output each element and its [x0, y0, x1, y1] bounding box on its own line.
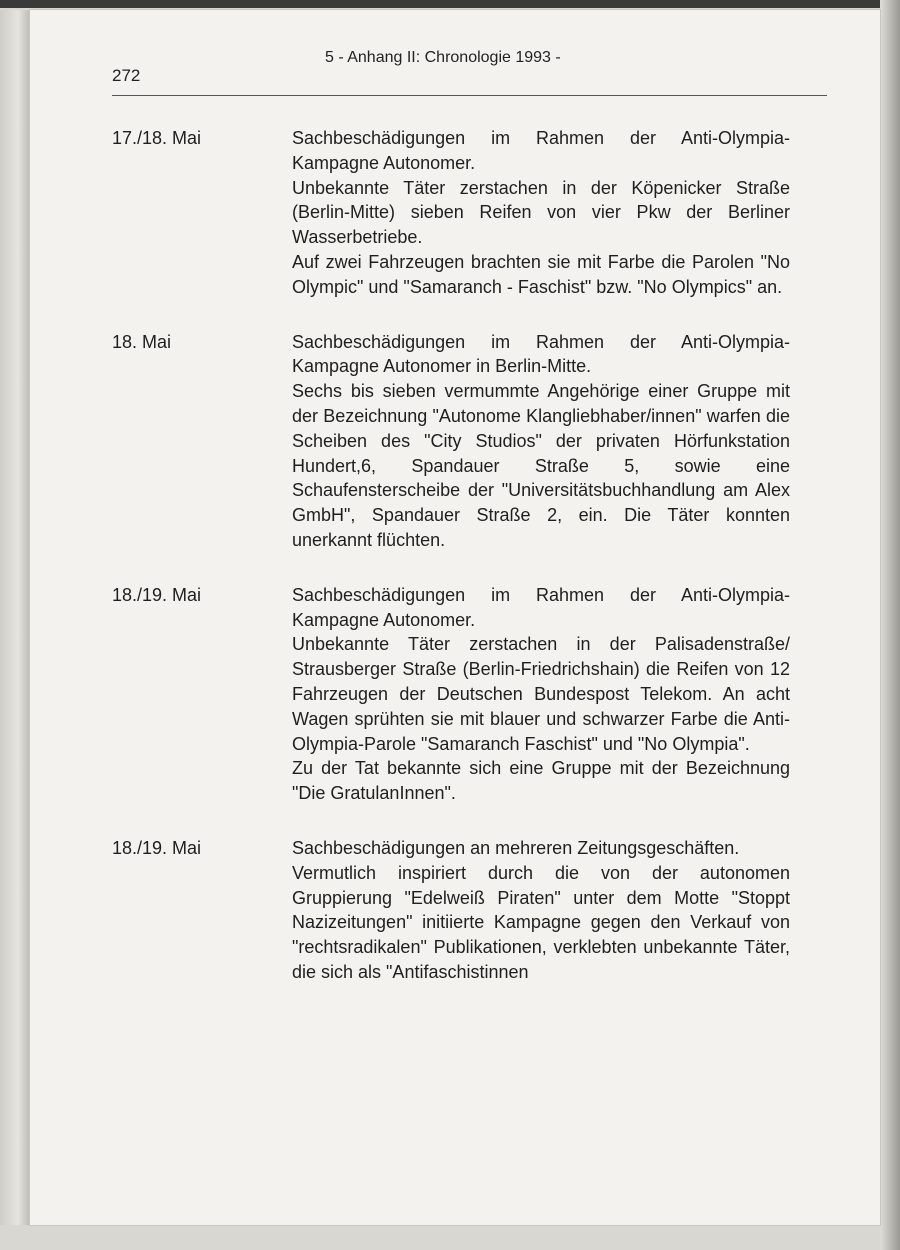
entry-body	[292, 583, 790, 806]
entry-date: 18./19. Mai	[112, 837, 202, 858]
entry-date: 17./18. Mai	[112, 128, 202, 148]
entry-paragraph: Sachbeschädigungen im Rahmen der Anti-Olympia-Kampagne Autonomer in Berlin-Mitte.	[292, 331, 790, 377]
entry-body	[292, 836, 790, 985]
entry-body	[292, 126, 790, 300]
chronology-entry	[112, 330, 827, 553]
chronology-entry	[112, 836, 827, 985]
entry-paragraph: Unbekannte Täter zerstachen in der Köpenicker Straße (Berlin-Mitte) sieben Reifen von vier Pkw der Berliner Wasserbetriebe.	[292, 177, 790, 248]
entry-paragraph: Sachbeschädigungen an mehreren Zeitungsgeschäften.	[292, 837, 740, 858]
entry-paragraph: Unbekannte Täter zerstachen in der Palisadenstraße/ Strausberger Straße (Berlin-Friedrichshain) die Reifen von 12 Fahrzeugen der Deutschen Bundespost Telekom. An acht Wagen sprühten sie mit blauer und schwarzer Farbe die Anti-Olympia-Parole "Samaranch Faschist" und "No Olympia".	[292, 634, 790, 754]
header-rule	[112, 95, 827, 96]
chronology-entry	[112, 583, 827, 806]
scan-top-edge	[0, 0, 900, 8]
chronology-list	[112, 126, 827, 1015]
entry-paragraph: Sechs bis sieben vermummte Angehörige einer Gruppe mit der Bezeichnung "Autonome Klangliebhaber/innen" warfen die Scheiben des "City Studios" der privaten Hörfunkstation Hundert,6, Spandauer Straße 5, sowie eine Schaufensterscheibe der "Universitätsbuchhandlung am Alex GmbH", Spandauer Straße 2, ein. Die Täter konnten unerkannt flüchten.	[292, 381, 790, 550]
entry-body	[292, 330, 790, 553]
entry-paragraph: Auf zwei Fahrzeugen brachten sie mit Farbe die Parolen "No Olympic" und "Samaranch - Faschist" bzw. "No Olympics" an.	[292, 251, 790, 297]
page-right-edge	[880, 0, 900, 1250]
running-head: 5 - Anhang II: Chronologie 1993 -	[325, 49, 561, 66]
entry-date: 18. Mai	[112, 331, 172, 352]
entry-paragraph: Vermutlich inspiriert durch die von der autonomen Gruppierung "Edelweiß Piraten" unter dem Motte "Stoppt Nazizeitungen" initiierte Kampagne gegen den Verkauf von "rechtsradikalen" Publikationen, verklebten unbekannte Täter, die sich als "Antifaschistinnen	[292, 862, 790, 982]
chronology-entry	[112, 126, 827, 300]
entry-paragraph: Sachbeschädigungen im Rahmen der Anti-Olympia-Kampagne Autonomer.	[292, 584, 790, 630]
page-number: 272	[112, 66, 141, 85]
book-spine	[0, 10, 30, 1225]
entry-paragraph: Zu der Tat bekannte sich eine Gruppe mit der Bezeichnung "Die GratulanInnen".	[292, 758, 790, 804]
entry-paragraph: Sachbeschädigungen im Rahmen der Anti-Olympia-Kampagne Autonomer.	[292, 128, 790, 173]
entry-date: 18./19. Mai	[112, 584, 202, 605]
